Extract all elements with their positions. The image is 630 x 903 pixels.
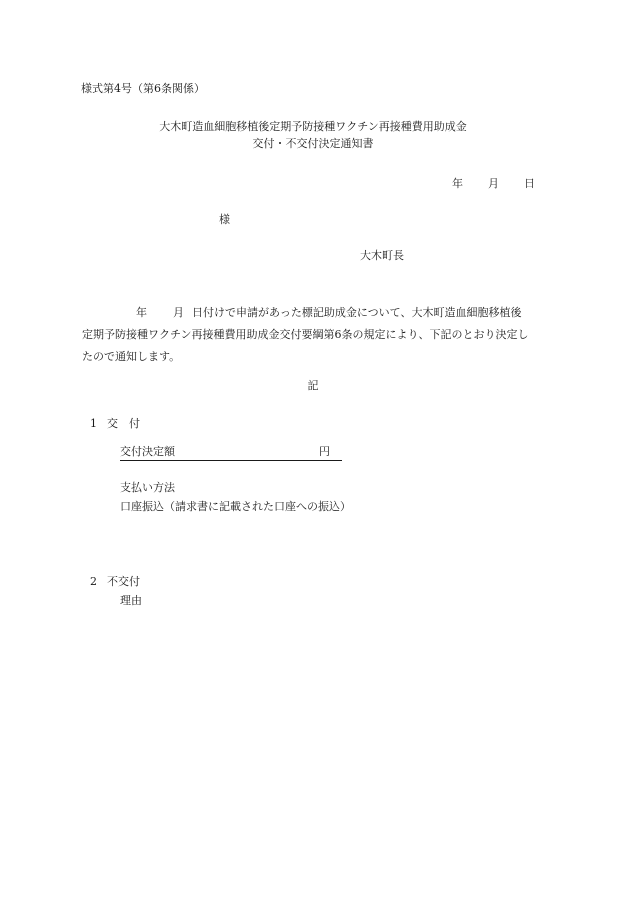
grant-amount-field (120, 445, 342, 461)
date-month: 月 (488, 177, 499, 190)
ki-heading: 記 (307, 379, 319, 392)
document-title: 大木町造血細胞移植後定期予防接種ワクチン再接種費用助成金 (159, 120, 467, 133)
paragraph-line-2: 定期予防接種ワクチン再接種費用助成金交付要綱第6条の規定により、下記のとおり決定し (82, 328, 529, 341)
paragraph-line-3: たので通知します。 (82, 350, 181, 363)
body-year: 年 (136, 306, 147, 319)
section-1-heading: 交 付 (107, 417, 140, 430)
grant-amount-label: 交付決定額 (120, 445, 175, 458)
payment-heading: 支払い方法 (120, 481, 175, 494)
notice-paragraph (82, 302, 552, 368)
addressee-suffix: 様 (219, 213, 230, 226)
date-year: 年 (452, 177, 463, 190)
section-2-number: 2 (90, 575, 97, 588)
payment-method: 口座振込（請求書に記載された口座への振込） (120, 500, 351, 513)
issuer: 大木町長 (360, 249, 404, 262)
form-number: 様式第4号（第6条関係） (81, 82, 205, 95)
document-subtitle: 交付・不交付決定通知書 (252, 137, 374, 150)
reason-label: 理由 (120, 594, 142, 607)
section-1-number: 1 (90, 417, 97, 430)
body-month: 月 (173, 306, 184, 319)
body-line-1-rest: 日付けで申請があった標記助成金について、大木町造血細胞移植後 (192, 306, 522, 319)
date-day: 日 (524, 177, 535, 190)
paragraph-line-1 (82, 302, 552, 324)
grant-amount-unit: 円 (319, 445, 330, 458)
section-2-heading: 不交付 (107, 575, 140, 588)
